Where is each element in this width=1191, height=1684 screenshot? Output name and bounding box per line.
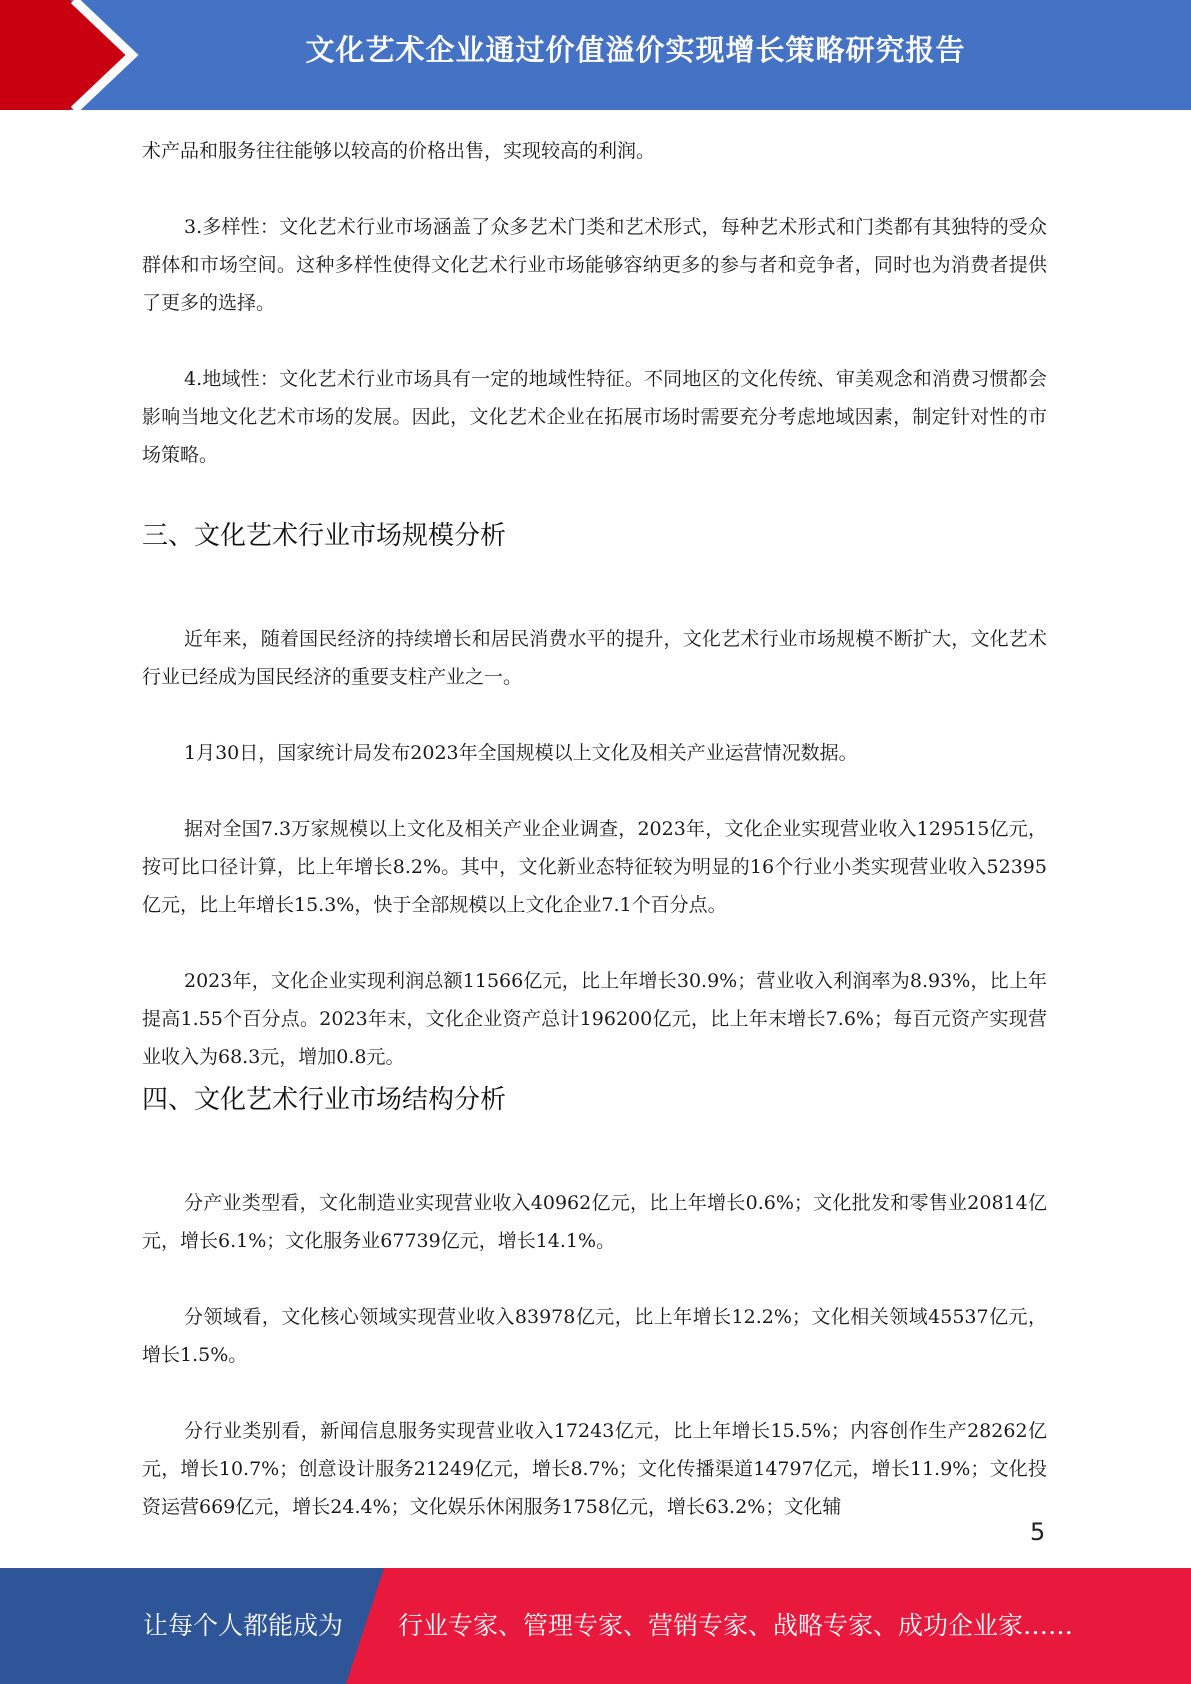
- page-footer: [0, 1568, 1191, 1684]
- footer-slogan-left: 让每个人都能成为: [143, 1611, 344, 1640]
- paragraph: 分产业类型看，文化制造业实现营业收入40962亿元，比上年增长0.6%；文化批发和零售业20814亿元，增长6.1%；文化服务业67739亿元，增长14.1%。: [142, 1192, 1047, 1252]
- paragraph: 术产品和服务往往能够以较高的价格出售，实现较高的利润。: [142, 140, 656, 162]
- page-number: 5: [1030, 1518, 1046, 1546]
- page-header: [0, 0, 1191, 110]
- paragraph: 2023年，文化企业实现利润总额11566亿元，比上年增长30.9%；营业收入利润率为8.93%，比上年提高1.55个百分点。2023年末，文化企业资产总计196200亿元，比上年末增长7.6%；每百元资产实现营业收入为68.3元，增加0.8元。: [142, 970, 1047, 1068]
- paragraph: 分领域看，文化核心领域实现营业收入83978亿元，比上年增长12.2%；文化相关领域45537亿元，增长1.5%。: [142, 1306, 1047, 1366]
- page-content: [142, 132, 1047, 1526]
- paragraph: 3.多样性：文化艺术行业市场涵盖了众多艺术门类和艺术形式，每种艺术形式和门类都有其独特的受众群体和市场空间。这种多样性使得文化艺术行业市场能够容纳更多的参与者和竞争者，同时也为消费者提供了更多的选择。: [142, 216, 1047, 314]
- paragraph: 分行业类别看，新闻信息服务实现营业收入17243亿元，比上年增长15.5%；内容创作生产28262亿元，增长10.7%；创意设计服务21249亿元，增长8.7%；文化传播渠道14797亿元，增长11.9%；文化投资运营669亿元，增长24.4%；文化娱乐休闲服务1758亿元，增长63.2%；文化辅: [142, 1420, 1047, 1518]
- section-heading: 三、文化艺术行业市场规模分析: [142, 521, 507, 551]
- report-title: 文化艺术企业通过价值溢价实现增长策略研究报告: [305, 33, 966, 67]
- paragraph: 近年来，随着国民经济的持续增长和居民消费水平的提升，文化艺术行业市场规模不断扩大，文化艺术行业已经成为国民经济的重要支柱产业之一。: [142, 628, 1047, 688]
- paragraph: 1月30日，国家统计局发布2023年全国规模以上文化及相关产业运营情况数据。: [184, 742, 858, 764]
- section-heading: 四、文化艺术行业市场结构分析: [142, 1085, 507, 1115]
- paragraph: 据对全国7.3万家规模以上文化及相关产业企业调查，2023年，文化企业实现营业收入129515亿元，按可比口径计算，比上年增长8.2%。其中，文化新业态特征较为明显的16个行业小类实现营业收入52395亿元，比上年增长15.3%，快于全部规模以上文化企业7.1个百分点。: [142, 818, 1047, 916]
- paragraph: 4.地域性：文化艺术行业市场具有一定的地域性特征。不同地区的文化传统、审美观念和消费习惯都会影响当地文化艺术市场的发展。因此，文化艺术企业在拓展市场时需要充分考虑地域因素，制定针对性的市场策略。: [142, 368, 1047, 466]
- footer-slogan-right: 行业专家、管理专家、营销专家、战略专家、成功企业家……: [398, 1611, 1074, 1640]
